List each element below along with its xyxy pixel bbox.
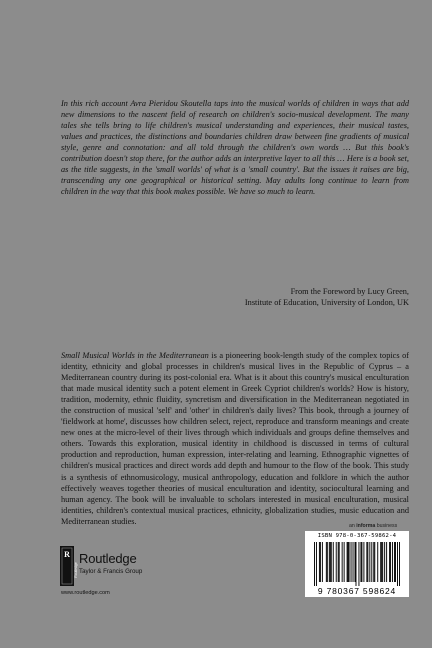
barcode-bar — [360, 542, 361, 582]
barcode-bar — [344, 542, 345, 582]
informa-brand: informa — [356, 523, 376, 529]
barcode-bar — [367, 542, 368, 582]
barcode-bar — [371, 542, 372, 582]
attribution-affiliation: Institute of Education, University of London, UK — [244, 298, 409, 307]
barcode-bar — [327, 542, 328, 582]
foreword-quote — [61, 98, 409, 197]
description-text: is a pioneering book-length study of the complex topics of identity, ethnicity and global processes in children's musical lives in the Republic of Cyprus – a Mediterranean country during its post-colonial era. What is it about this country's musical enculturation that made musical identity such a potent element in Greek Cypriot children's worlds? How is history, tradition, modernity, ethnic fluidity, syncretism and diversification in the Mediterranean negotiated in the construction of musical 'self' and 'other' in children's daily lives? This book, through a journey of 'fieldwork at home', discusses how children select, reject, reproduce and transform meanings and create new ones at the micro-level of their lives through which individuals and groups define themselves and others. Towards this exploration, musical identity in childhood is discussed in terms of cultural production and reproduction, human expression, inter-relating and learning. Ethnographic vignettes of children's musical practices and direct words add depth and humour to the flow of the book. This study is a synthesis of ethnomusicology, musical anthropology, education and folklore in which the author effectively weaves together theories of musical enculturation and identity, sociocultural learning and human agency. The book will be invaluable to scholars interested in musical enculturation, musical identities, children's contextual musical practices, ethnicity, globalization studies, music education and Mediterranean studies. — [61, 351, 409, 526]
barcode-bar — [322, 542, 323, 582]
barcode-bar — [399, 542, 400, 586]
barcode-bar — [330, 542, 331, 582]
barcode-bar — [392, 542, 393, 582]
barcode-bar — [361, 542, 362, 582]
barcode — [305, 531, 409, 597]
spine-letter: R — [64, 550, 70, 559]
barcode-bar — [356, 542, 357, 586]
barcode-bar — [381, 542, 382, 582]
foreword-attribution — [61, 286, 409, 308]
barcode-bar — [349, 542, 350, 582]
attribution-author: From the Foreword by Lucy Green, — [290, 287, 409, 296]
routledge-spine-mark-icon — [60, 546, 78, 586]
barcode-bar — [320, 542, 321, 582]
barcode-bar — [353, 542, 354, 582]
barcode-bar — [395, 542, 396, 582]
barcode-bar — [331, 542, 332, 582]
barcode-bar — [380, 542, 381, 582]
barcode-bar — [363, 542, 364, 582]
barcode-bar — [386, 542, 387, 582]
book-description — [61, 350, 409, 527]
barcode-bar — [342, 542, 343, 582]
barcode-bar — [339, 542, 340, 582]
foreword-text: In this rich account Avra Pieridou Skoutella taps into the musical worlds of children in ways that add new dimensions to the nascent field of research on children's socio-musical development. The many tales she tells bring to life children's musical understanding and experiences, their musical tastes, values and practices, the distinctions and boundaries children draw between fine gradients of musical style, genre and connotation: and all told through the children's own words … But this book's contribution doesn't stop there, for the author adds an interpretive layer to all this … Here is a book set, as the title suggests, in the 'small worlds' of what is a 'small country'. But the issues it raises are big, transcending any one geographical or historical setting. May adults long continue to learn from children in the way that this book makes possible. We have so much to learn. — [61, 99, 409, 197]
barcode-bar — [355, 542, 356, 582]
barcode-bars — [314, 542, 400, 586]
barcode-bar — [336, 542, 337, 582]
barcode-bar — [389, 542, 390, 582]
routledge-logo — [60, 546, 160, 596]
barcode-bar — [338, 542, 339, 582]
barcode-bar — [394, 542, 395, 582]
informa-business-label — [349, 523, 397, 529]
barcode-bar — [373, 542, 374, 582]
barcode-bar — [319, 542, 320, 582]
barcode-bar — [358, 542, 359, 586]
barcode-bar — [374, 542, 375, 582]
spine-mark-text: Routledge — [74, 562, 78, 578]
barcode-bar — [384, 542, 385, 582]
barcode-bar — [314, 542, 315, 586]
barcode-bar — [377, 542, 378, 582]
isbn-text: ISBN 978-0-367-59862-4 — [317, 533, 397, 539]
book-title-italic: Small Musical Worlds in the Mediterranean — [61, 351, 209, 360]
barcode-digits: 9 780367 598624 — [317, 586, 397, 596]
informa-prefix: an — [349, 523, 357, 529]
informa-suffix: business — [375, 523, 398, 529]
barcode-bar — [397, 542, 398, 586]
barcode-bar — [382, 542, 383, 582]
barcode-bar — [329, 542, 330, 582]
barcode-bar — [390, 542, 391, 582]
barcode-bar — [316, 542, 317, 586]
barcode-bar — [369, 542, 370, 582]
publisher-group: Taylor & Francis Group — [79, 568, 143, 575]
publisher-url[interactable]: www.routledge.com — [61, 590, 110, 596]
barcode-bar — [366, 542, 367, 582]
publisher-name: Routledge — [79, 551, 137, 566]
barcode-bar — [333, 542, 334, 582]
barcode-bar — [347, 542, 348, 582]
barcode-bar — [348, 542, 349, 582]
barcode-bar — [351, 542, 352, 582]
barcode-bar — [326, 542, 327, 582]
